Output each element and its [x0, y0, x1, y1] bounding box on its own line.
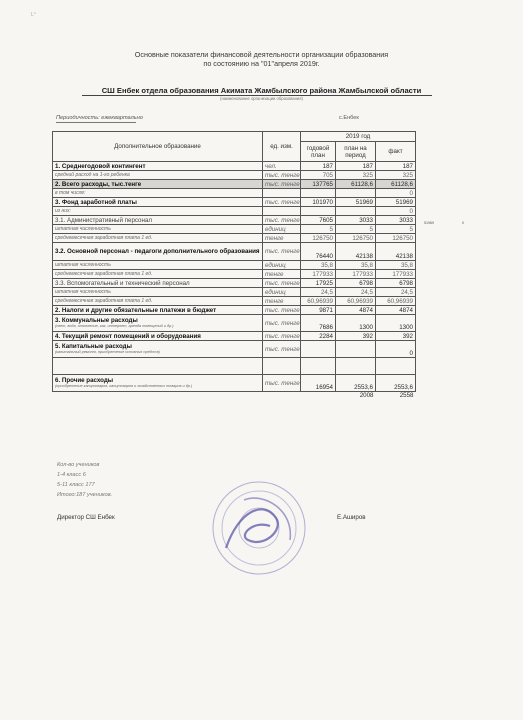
below-plan-period: 2008: [359, 392, 374, 400]
row-unit: тенге: [263, 297, 301, 306]
table-row: [53, 216, 416, 225]
row-plan-year: [301, 189, 336, 198]
row-plan-year: 5: [301, 225, 336, 234]
row-unit: тыс. тенге: [263, 279, 301, 288]
table-row: [53, 270, 416, 279]
row-label: 2. Всего расходы, тыс.тенге: [53, 180, 263, 189]
row-plan-year: 7686: [301, 315, 336, 332]
table-row: [53, 234, 416, 243]
table-row: [53, 162, 416, 171]
row-plan-period: 325: [336, 171, 376, 180]
financial-indicators-table: [52, 131, 416, 400]
row-label: [53, 315, 263, 332]
row-plan-year: 2284: [301, 332, 336, 341]
row-fact: 177933: [376, 270, 416, 279]
table-row: [53, 207, 416, 216]
row-plan-period: 1300: [336, 315, 376, 332]
row-unit: тыс. тенге: [263, 243, 301, 261]
row-plan-year: 24,5: [301, 288, 336, 297]
row-plan-period: 60,96939: [336, 297, 376, 306]
column-header-plan-period: план на период: [336, 142, 376, 162]
director-name: Е.Аширов: [337, 514, 366, 521]
row-plan-period: 3033: [336, 216, 376, 225]
place: с.Енбек: [339, 115, 359, 121]
row-plan-year: [301, 358, 336, 375]
director-label: Директор СШ Енбек: [57, 514, 115, 521]
row-fact: 0: [376, 341, 416, 358]
row-fact: 51969: [376, 198, 416, 207]
row-label: 3.2. Основной персонал - педагоги дополнительного образования: [53, 243, 263, 261]
row-fact: 2553,6: [376, 375, 416, 392]
report-title-line2: по состоянию на "01"апреля 2019г.: [203, 59, 320, 68]
row-unit: тыс. тенге: [263, 341, 301, 358]
row-plan-year: 177933: [301, 270, 336, 279]
row-label: [53, 358, 263, 375]
table-row: [53, 225, 416, 234]
row-unit: тыс. тенге: [263, 332, 301, 341]
below-empty: [53, 392, 263, 400]
periodicity-underline: [56, 122, 136, 123]
row-unit: чел.: [263, 162, 301, 171]
row-fact: 392: [376, 332, 416, 341]
row-label: среднемесячная заработная плата 1 ед.: [53, 297, 263, 306]
table-row: [53, 375, 416, 392]
row-fact: 5: [376, 225, 416, 234]
row-plan-period: 5: [336, 225, 376, 234]
row-label: [53, 341, 263, 358]
row-plan-period: 4874: [336, 306, 376, 315]
row-unit: единиц: [263, 225, 301, 234]
organization-caption: (наименование организации образования): [220, 96, 303, 101]
below-empty: [263, 392, 301, 400]
table-row: [53, 297, 416, 306]
row-fact: 61128,6: [376, 180, 416, 189]
column-header-fact: факт: [376, 142, 416, 162]
row-plan-year: 187: [301, 162, 336, 171]
row-unit: [263, 207, 301, 216]
table-row: [53, 315, 416, 332]
row-plan-period: [336, 358, 376, 375]
row-label: в том числе:: [53, 189, 263, 198]
row-plan-period: 61128,6: [336, 180, 376, 189]
row-plan-period: 24,5: [336, 288, 376, 297]
row-plan-year: 7605: [301, 216, 336, 225]
below-fact: 2558: [399, 392, 414, 400]
row-fact: 6798: [376, 279, 416, 288]
row-label-note: (приобретение канцтоваров, канцтоваров и хозяйственных товаров и др.): [55, 384, 193, 388]
row-plan-year: 137765: [301, 180, 336, 189]
table-row: [53, 279, 416, 288]
row-plan-period: 35,8: [336, 261, 376, 270]
row-plan-year: 705: [301, 171, 336, 180]
row-label-text: 3. Коммунальные расходы: [55, 317, 138, 324]
table-row: [53, 198, 416, 207]
row-label: [53, 375, 263, 392]
row-fact: 187: [376, 162, 416, 171]
row-fact: 0: [376, 207, 416, 216]
row-unit: тыс. тенге: [263, 375, 301, 392]
row-label: 1. Среднегодовой контингент: [53, 162, 263, 171]
side-note-a: 51969: [424, 221, 434, 225]
row-label-note: (капитальный ремонт, приобретение основных средств): [55, 350, 160, 354]
row-label-text: 6. Прочие расходы: [55, 377, 114, 384]
row-plan-year: [301, 341, 336, 358]
row-unit: [263, 189, 301, 198]
table-row: [53, 358, 416, 375]
row-unit: тыс. тенге: [263, 216, 301, 225]
row-label: 3.3. Вспомогательный и технический персонал: [53, 279, 263, 288]
row-fact: 3033: [376, 216, 416, 225]
row-plan-year: 60,96939: [301, 297, 336, 306]
table-row: [53, 180, 416, 189]
row-label: штатная численность: [53, 288, 263, 297]
row-label-text: 5. Капитальные расходы: [55, 343, 132, 350]
row-unit: единиц: [263, 288, 301, 297]
table-row: [53, 261, 416, 270]
table-row: [53, 189, 416, 198]
row-label-note: (свет, вода, отопление, газ, интернет, аренда помещений и др.): [55, 324, 174, 328]
row-plan-period: [336, 189, 376, 198]
column-header-unit: ед. изм.: [263, 132, 301, 162]
pupil-count-grades-5-11: 5-11 класс 177: [57, 482, 95, 488]
row-plan-year: 17925: [301, 279, 336, 288]
row-plan-year: [301, 207, 336, 216]
row-label: 3.1. Административный персонал: [53, 216, 263, 225]
row-plan-year: 9871: [301, 306, 336, 315]
row-plan-year: 101970: [301, 198, 336, 207]
row-fact: 35,8: [376, 261, 416, 270]
row-plan-period: 6798: [336, 279, 376, 288]
organization-name: СШ Енбек отдела образования Акимата Жамбылского района Жамбылской области: [101, 86, 422, 95]
row-label: среднемесячная заработная плата 1 ед.: [53, 270, 263, 279]
column-header-main: Дополнительное образование: [53, 132, 263, 162]
row-plan-year: 35,8: [301, 261, 336, 270]
side-note-b: 0: [462, 221, 464, 225]
row-fact: 60,96939: [376, 297, 416, 306]
row-plan-year: 16954: [301, 375, 336, 392]
table-row: [53, 288, 416, 297]
row-plan-period: 187: [336, 162, 376, 171]
row-fact: 1300: [376, 315, 416, 332]
row-plan-period: 51969: [336, 198, 376, 207]
row-unit: тыс. тенге: [263, 198, 301, 207]
row-fact: 325: [376, 171, 416, 180]
row-label: 4. Текущий ремонт помещений и оборудования: [53, 332, 263, 341]
row-label: среднемесячная заработная плата 1 ед.: [53, 234, 263, 243]
pupil-count-total: Итого:187 учеников.: [57, 492, 113, 498]
row-plan-period: 2553,6: [336, 375, 376, 392]
row-unit: тыс. тенге: [263, 315, 301, 332]
row-fact: 4874: [376, 306, 416, 315]
row-label: штатная численность: [53, 261, 263, 270]
row-plan-period: 126750: [336, 234, 376, 243]
row-unit: тенге: [263, 234, 301, 243]
row-label: 3. Фонд заработной платы: [53, 198, 263, 207]
column-header-plan-year: годовой план: [301, 142, 336, 162]
row-fact: 0: [376, 189, 416, 198]
row-unit: единиц: [263, 261, 301, 270]
row-unit: тыс. тенге: [263, 306, 301, 315]
row-label: из них:: [53, 207, 263, 216]
table-row-below: [53, 392, 416, 400]
row-plan-period: [336, 341, 376, 358]
row-label: 2. Налоги и другие обязательные платежи в бюджет: [53, 306, 263, 315]
periodicity: Периодичность: ежеквартально: [56, 115, 143, 121]
below-empty: [301, 392, 336, 400]
pupil-count-grades-1-4: 1-4 класс 6: [57, 472, 86, 478]
stamp-seal-icon: [204, 470, 314, 582]
table-body: [53, 162, 416, 400]
row-fact: 24,5: [376, 288, 416, 297]
row-plan-period: 42138: [336, 243, 376, 261]
table-row: [53, 341, 416, 358]
row-unit: [263, 358, 301, 375]
table-row: [53, 243, 416, 261]
row-unit: тенге: [263, 270, 301, 279]
row-plan-period: [336, 207, 376, 216]
table-row: [53, 171, 416, 180]
row-label: штатная численность: [53, 225, 263, 234]
pupil-count-label: Кол-во учеников: [57, 462, 100, 468]
row-fact: 42138: [376, 243, 416, 261]
row-plan-period: 177933: [336, 270, 376, 279]
row-fact: 126750: [376, 234, 416, 243]
report-title-line1: Основные показатели финансовой деятельности организации образования: [134, 50, 389, 59]
corner-mark: L°: [31, 12, 36, 18]
row-plan-period: 392: [336, 332, 376, 341]
row-label: средний расход на 1-го ребенка: [53, 171, 263, 180]
table-row: [53, 306, 416, 315]
row-plan-year: 126750: [301, 234, 336, 243]
column-header-year: 2019 год: [301, 132, 416, 142]
row-plan-year: 76440: [301, 243, 336, 261]
row-unit: тыс. тенге: [263, 171, 301, 180]
row-unit: тыс. тенге: [263, 180, 301, 189]
row-fact: [376, 358, 416, 375]
table-row: [53, 332, 416, 341]
